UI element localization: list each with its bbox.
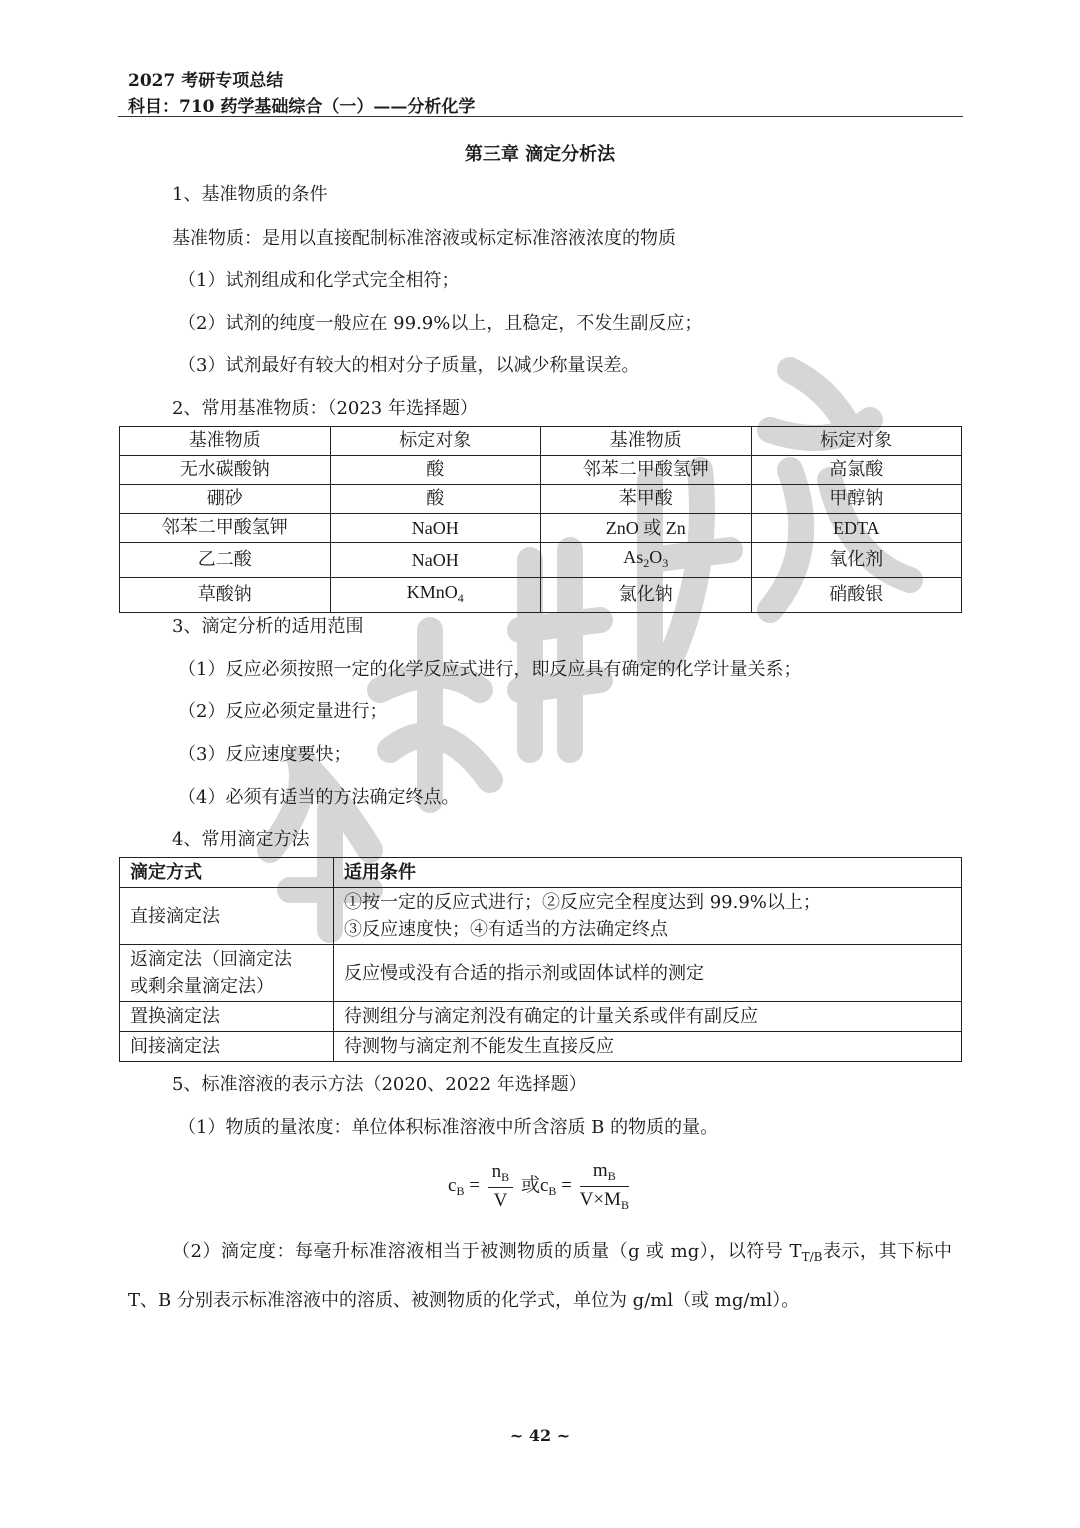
table-cell: 氯化钠: [541, 578, 752, 613]
formula-symbol: V×M: [579, 1189, 621, 1210]
table-header-cell: 基准物质: [541, 427, 752, 456]
list-item: （1）反应必须按照一定的化学反应式进行，即反应具有确定的化学计量关系；: [178, 659, 802, 680]
subscript: B: [501, 1170, 510, 1184]
table-cell: 乙二酸: [120, 543, 331, 578]
list-item: （4）必须有适当的方法确定终点。: [178, 787, 460, 808]
table-header-row: [120, 427, 962, 456]
table-cell: 硝酸银: [751, 578, 962, 613]
table-header-cell: 适用条件: [334, 858, 962, 888]
table-cell: [334, 888, 962, 945]
formula-part: O: [649, 547, 663, 567]
section-5-title: 5、标准溶液的表示方法（2020、2022 年选择题）: [172, 1074, 587, 1095]
table-cell: 邻苯二甲酸氢钾: [120, 514, 331, 543]
table-cell: 高氯酸: [751, 456, 962, 485]
table-cell-formula: [541, 543, 752, 578]
table-cell: 苯甲酸: [541, 485, 752, 514]
table-cell-formula: [330, 578, 541, 613]
table-cell: 间接滴定法: [120, 1032, 334, 1062]
table-cell: NaOH: [330, 514, 541, 543]
cell-line: 或剩余量滴定法）: [130, 976, 274, 997]
subscript: 2: [643, 556, 650, 570]
section-1-title: 1、基准物质的条件: [172, 184, 328, 205]
equals-sign: =: [469, 1174, 480, 1196]
primary-standards-table: [119, 426, 962, 613]
section-3-title: 3、滴定分析的适用范围: [172, 616, 364, 637]
table-cell: 直接滴定法: [120, 888, 334, 945]
table-cell: 草酸钠: [120, 578, 331, 613]
table-cell: 酸: [330, 485, 541, 514]
table-cell: 硼砂: [120, 485, 331, 514]
subscript: B: [607, 1169, 616, 1183]
formula-part: As: [623, 547, 644, 567]
list-item: （3）反应速度要快；: [178, 744, 352, 765]
cell-line: ③反应速度快；④有适当的方法确定终点: [344, 919, 668, 940]
chapter-title: 第三章 滴定分析法: [464, 144, 616, 165]
table-cell: 反应慢或没有合适的指示剂或固体试样的测定: [334, 945, 962, 1002]
fraction: [488, 1161, 514, 1212]
table-cell: 氧化剂: [751, 543, 962, 578]
table-row: [120, 1002, 962, 1032]
table-cell: 置换滴定法: [120, 1002, 334, 1032]
header-subject: 科目：710 药学基础综合（一）——分析化学: [128, 97, 476, 117]
subscript: 4: [457, 591, 464, 605]
table-header-cell: 滴定方式: [120, 858, 334, 888]
numerator: [488, 1161, 514, 1188]
subscript: B: [548, 1183, 557, 1198]
table-cell: 酸: [330, 456, 541, 485]
denominator: V: [493, 1190, 508, 1211]
table-cell: [120, 945, 334, 1002]
list-item: （1）试剂组成和化学式完全相符；: [178, 270, 460, 291]
definition-text: 基准物质：是用以直接配制标准溶液或标定标准溶液浓度的物质: [172, 228, 676, 249]
table-row: [120, 456, 962, 485]
list-item: （3）试剂最好有较大的相对分子质量，以减少称量误差。: [178, 355, 640, 376]
cell-line: 返滴定法（回滴定法: [130, 949, 292, 970]
table-cell: 待测组分与滴定剂没有确定的计量关系或伴有副反应: [334, 1002, 962, 1032]
fraction: [580, 1160, 629, 1213]
table-row: [120, 485, 962, 514]
formula-symbol: c: [539, 1174, 549, 1196]
denominator: [580, 1187, 629, 1213]
titration-methods-table: [119, 857, 962, 1062]
numerator: [580, 1160, 629, 1187]
section-4-title: 4、常用滴定方法: [172, 829, 310, 850]
list-item: （2）反应必须定量进行；: [178, 701, 388, 722]
table-cell: 邻苯二甲酸氢钾: [541, 456, 752, 485]
table-cell: NaOH: [330, 543, 541, 578]
table-cell: 待测物与滴定剂不能发生直接反应: [334, 1032, 962, 1062]
paragraph-text: （2）滴定度：每毫升标准溶液相当于被测物质的质量（g 或 mg），以符号 T: [172, 1241, 802, 1262]
table-cell: 无水碳酸钠: [120, 456, 331, 485]
table-header-row: [120, 858, 962, 888]
table-cell: ZnO 或 Zn: [541, 514, 752, 543]
table-header-cell: 基准物质: [120, 427, 331, 456]
page-number: ~ 42 ~: [509, 1426, 571, 1445]
subscript: 3: [662, 556, 669, 570]
table-cell: EDTA: [751, 514, 962, 543]
formula-symbol: c: [448, 1174, 457, 1196]
formula-symbol: n: [491, 1161, 502, 1182]
header-rule: [118, 116, 963, 117]
paragraph-text: 表示，其下标中 T、B 分别表示标准溶液中的溶质、被测物质的化学式，单位为 g/ml（或 mg/ml）。: [128, 1241, 953, 1311]
table-cell: 甲醇钠: [751, 485, 962, 514]
table-header-cell: 标定对象: [751, 427, 962, 456]
formula-symbol: m: [592, 1160, 608, 1181]
formula-part: KMnO: [406, 582, 458, 602]
subscript: B: [620, 1198, 629, 1212]
concentration-formula: [0, 1160, 1080, 1213]
table-row: [120, 578, 962, 613]
cell-line: ①按一定的反应式进行；②反应完全程度达到 99.9%以上；: [344, 892, 821, 913]
subscript: T/B: [801, 1250, 823, 1264]
table-row: [120, 543, 962, 578]
list-item: （1）物质的量浓度：单位体积标准溶液中所含溶质 B 的物质的量。: [178, 1117, 719, 1138]
table-row: [120, 888, 962, 945]
or-word: 或: [520, 1173, 540, 1196]
section-2-title: 2、常用基准物质：（2023 年选择题）: [172, 398, 478, 419]
equals-sign: =: [561, 1174, 572, 1196]
table-header-cell: 标定对象: [330, 427, 541, 456]
table-row: [120, 945, 962, 1002]
titer-paragraph: [128, 1230, 952, 1323]
table-row: [120, 514, 962, 543]
subscript: B: [456, 1183, 465, 1198]
table-row: [120, 1032, 962, 1062]
header-title: 2027 考研专项总结: [128, 71, 284, 91]
list-item: （2）试剂的纯度一般应在 99.9%以上，且稳定，不发生副反应；: [178, 313, 703, 334]
